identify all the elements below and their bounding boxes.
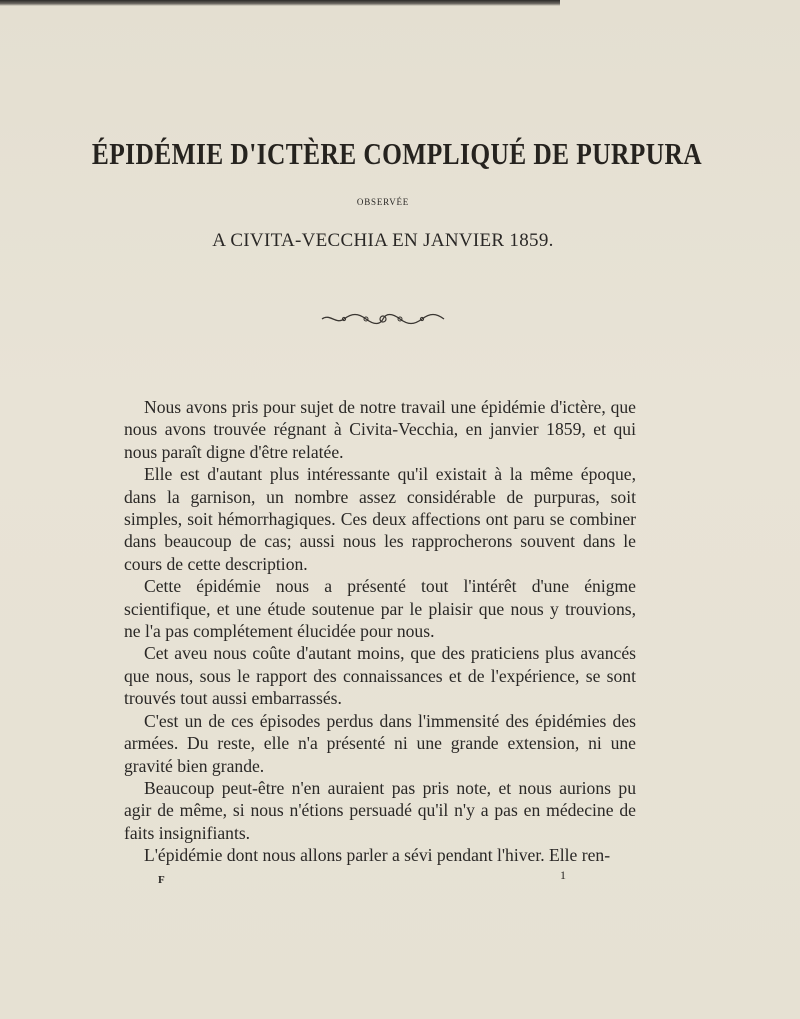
page-number: 1 bbox=[560, 868, 566, 882]
paragraph: Cet aveu nous coûte d'autant moins, que des praticiens plus avancés que nous, sous le rapport des connaissances et de l'expérience, se sont trouvés tout aussi embarrassés. bbox=[124, 643, 636, 709]
body-text bbox=[124, 396, 636, 867]
decorative-flourish-icon bbox=[320, 312, 446, 326]
signature-mark: F bbox=[158, 874, 165, 886]
paragraph: Elle est d'autant plus intéressante qu'il existait à la même époque, dans la garnison, un nombre assez considérable de purpuras, soit simples, soit hémorrhagiques. Ces deux affections ont paru se combiner dans beaucoup de cas; aussi nous les rapprocherons souvent dans le cours de cette description. bbox=[124, 464, 636, 574]
paragraph: L'épidémie dont nous allons parler a sévi pendant l'hiver. Elle ren- bbox=[144, 845, 611, 866]
paragraph: C'est un de ces épisodes perdus dans l'immensité des épidémies des armées. Du reste, elle n'a présenté ni une grande extension, ni une gravité bien grande. bbox=[124, 710, 636, 776]
page-edge-shadow bbox=[0, 0, 560, 6]
paragraph: Cette épidémie nous a présenté tout l'intérêt d'une énigme scientifique, et une étude soutenue par le plaisir que nous y trouvions, ne l'a pas complétement élucidée pour nous. bbox=[124, 576, 636, 642]
document-subtitle: OBSERVÉE bbox=[356, 197, 410, 207]
document-heading: A CIVITA-VECCHIA EN JANVIER 1859. bbox=[212, 230, 554, 251]
document-title: ÉPIDÉMIE D'ICTÈRE COMPLIQUÉ DE PURPURA bbox=[91, 136, 703, 171]
paragraph: Beaucoup peut-être n'en auraient pas pris note, et nous aurions pu agir de même, si nous n'étions persuadé qu'il n'y a pas en médecine de faits insignifiants. bbox=[124, 777, 636, 843]
paragraph: Nous avons pris pour sujet de notre travail une épidémie d'ictère, que nous avons trouvée régnant à Civita-Vecchia, en janvier 1859, et qui nous paraît digne d'être relatée. bbox=[124, 397, 636, 462]
